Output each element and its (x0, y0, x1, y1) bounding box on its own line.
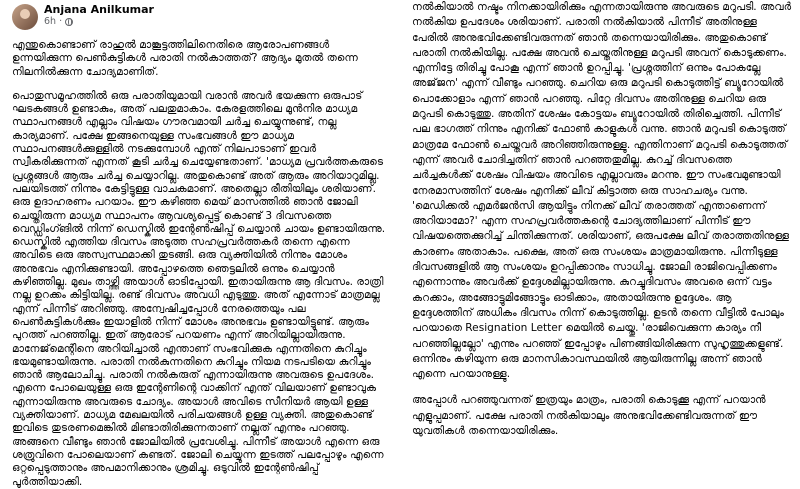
post-meta (44, 16, 154, 28)
post-time[interactable]: 6h (44, 16, 57, 27)
post-paragraph: അപ്പോൾ പറഞ്ഞുവന്നത് ഇത്രയും മാത്രം, പരാതി കൊടുക്കൂ എന്ന് പറയാൻ എളുപ്പമാണ്. പക്ഷേ പരാതി നൽകിയാലും അനുഭവിക്കേണ്ടിവരുന്നത് ഈ യുവതികൾ തന്നെയായിരിക്കും. (412, 394, 766, 438)
globe-icon (65, 18, 73, 26)
post-right-column (404, 0, 800, 438)
post-header (12, 0, 392, 39)
author-block (44, 3, 154, 28)
post-paragraph: പൊതുസമൂഹത്തിൽ ഒരു പരാതിയുമായി വരാൻ അവർ ഭയക്കുന്ന ഒരുപാട് ഘടകങ്ങൾ ഉണ്ടാകും, അത് പലതുമാകാം. കേരളത്തിലെ മുൻനിര മാധ്യമ സ്ഥാപനങ്ങൾ എല്ലാം വിഷയം ഗൗരവമായി ചർച്ച ചെയ്യുന്നുണ്ട്, നല്ല കാര്യമാണ്. പക്ഷേ ഇങ്ങനെയുള്ള സംഭവങ്ങൾ ഈ മാധ്യമ സ്ഥാപനങ്ങൾക്കുള്ളിൽ നടക്കുമ്പോൾ എന്ത് നിലപാടാണ് ഇവർ സ്വീകരിക്കുന്നത് എന്നത് കൂടി ചർച്ച ചെയ്യേണ്ടതാണ്. 'മാധ്യമ പ്രവർത്തകരുടെ പ്രശ്നങ്ങൾ ആരും ചർച്ച ചെയ്യാറില്ല. അതുകൊണ്ട് അത് ആരും അറിയാറുമില്ല. പലയിടത്ത് നിന്നും കേട്ടിട്ടുള്ള വാചകമാണ്. അതെല്ലാ രീതിയിലും ശരിയാണ്. ഒരു ഉദാഹരണം പറയാം. ഈ കഴിഞ്ഞ മെയ് മാസത്തിൽ ഞാൻ ജോലി ചെയ്തിരുന്ന മാധ്യമ സ്ഥാപനം ആവശ്യപ്പെട്ട് കൊണ്ട് 3 ദിവസത്തെ വെഡ്ഡിംഗ്ങിൽ നിന്ന് ഡെസ്കിൽ ഇന്റേൺഷിപ്പ് ചെയ്യാൻ ചായം ഉണ്ടായിരുന്നു. ഡെസ്കിൽ എത്തിയ ദിവസം അടുത്ത സഹപ്രവർത്തകർ തന്നെ എന്നെ അവിടെ ഒരു അസ്വസ്ഥമാക്കി തുടങ്ങി. ഒരു വ്യക്തിയിൽ നിന്നും മോശം അനുഭവം എനിക്കുണ്ടായി. അപ്പോഴത്തെ ഞെട്ടലിൽ ഒന്നും ചെയ്യാൻ കഴിഞ്ഞില്ല. മുഖം താഴ്ത്തി അയാൾ ഓടിപ്പോയി. ഇതായിരുന്നു ആ ദിവസം. രാത്രി നല്ല ഉറക്കം കിട്ടിയില്ല. രണ്ട് ദിവസം അവധി എടുത്തു. അത് എന്നോട് മാത്രമല്ല എന്ന് പിന്നീട് അറിഞ്ഞു. അന്വേഷിച്ചപ്പോൾ നേരത്തെയും പല പെൺകുട്ടികൾക്കും ഇയാളിൽ നിന്ന് മോശം അനുഭവം ഉണ്ടായിട്ടുണ്ട്. ആരും പുറത്ത് പറഞ്ഞില്ല. ഇത് ആരോട് പറയണം എന്ന് അറിയില്ലായിരുന്നു. മാനേജ്‌മെന്റിനെ അറിയിച്ചാൽ എന്താണ് സംഭവിക്കുക എന്നതിനെ കുറിച്ചും ഭയമുണ്ടായിരുന്നു. പരാതി നൽകുന്നതിനെ കുറിച്ചും നിയമ നടപടിയെ കുറിച്ചും ഞാൻ ആലോചിച്ചു. പരാതി നൽകരുത് എന്നായിരുന്നു അവരുടെ ഉപദേശം. എന്നെ പോലെയുള്ള ഒരു ഇന്റേണിന്റെ വാക്കിന് എന്ത് വിലയാണ് ഉണ്ടാവുക എന്നായിരുന്നു അവരുടെ ചോദ്യം. അയാൾ അവിടെ സീനിയർ ആയി ഉള്ള വ്യക്തിയാണ്. മാധ്യമ മേഖലയിൽ പരിചയങ്ങൾ ഉള്ള വ്യക്തി. അതുകൊണ്ട് ഇവിടെ തുടരണമെങ്കിൽ മിണ്ടാതിരിക്കുന്നതാണ് നല്ലത് എന്നും പറഞ്ഞു. അങ്ങനെ വീണ്ടും ഞാൻ ജോലിയിൽ പ്രവേശിച്ചു. പിന്നീട് അയാൾ എന്നെ ഒരു ശത്രുവിനെ പോലെയാണ് കണ്ടത്. ജോലി ചെയ്യുന്ന ഇടത്ത് പലപ്പോഴും എന്നെ ഒറ്റപ്പെടുത്താനും അപമാനിക്കാനും ശ്രമിച്ചു. ഒടുവിൽ ഇന്റേൺഷിപ്പ് പൂർത്തിയാക്കി. (12, 89, 386, 488)
avatar[interactable] (12, 4, 38, 30)
post-left-column (0, 0, 400, 488)
post-paragraph: നൽകിയാൽ നഷ്ടം നിനക്കായിരിക്കും എന്നതായിരുന്നു അവരുടെ മറുപടി. അവർ നൽകിയ ഉപദേശം ശരിയാണ്. പരാതി നൽകിയാൽ പിന്നീട് അതിനുള്ള പേരിൽ അനുഭവിക്കേണ്ടിവരുന്നത് ഞാൻ തന്നെയായിരിക്കും. അതുകൊണ്ട് പരാതി നൽകിയില്ല. പക്ഷേ അവൻ ചെയ്തതിനുള്ള മറുപടി അവന് കൊടുക്കണം. എന്നിട്ടേ തിരിച്ചു പോകൂ എന്ന് ഞാൻ ഉറപ്പിച്ചു. 'പ്രശ്നത്തിന് ഒന്നും പോകല്ലേ അജ്‌ജന' എന്ന് വീണ്ടും പറഞ്ഞു. ചെറിയ ഒരു മറുപടി കൊടുത്തിട്ട് ബ്യൂറോയിൽ പൊക്കോളാം എന്ന് ഞാൻ പറഞ്ഞു. പിറ്റേ ദിവസം അതിനുള്ള ചെറിയ ഒരു മറുപടി കൊടുത്തു. അതിന് ശേഷം കോട്ടയം ബ്യൂറോയിൽ തിരിച്ചെത്തി. പിന്നീട് പല ഭാഗത്ത് നിന്നും എനിക്ക് ഫോൺ കാളുകൾ വന്നു. ഞാൻ മറുപടി കൊടുത്ത് മാത്രമേ ഫോൺ ചെയ്തവർ അറിഞ്ഞിരുന്നുള്ളു. എന്തിനാണ് മറുപടി കൊടുത്തത് എന്ന് അവർ ചോദിച്ചതിന് ഞാൻ പറഞ്ഞതുമില്ല. കുറച്ച് ദിവസത്തെ ചർച്ചകൾക്ക് ശേഷം വിഷയം അവിടെ എല്ലാവരും മറന്നു. ഈ സംഭവമുണ്ടായി നേരമാസത്തിന് ശേഷം എനിക്ക് ലീവ് കിട്ടാത്ത ഒരു സാഹചര്യം വന്നു. 'മെഡിക്കൽ എമർജൻസി ആയിട്ടും നിനക്ക് ലീവ് തരാത്തത് എന്താണെന്ന് അറിയാമോ?' എന്ന സഹപ്രവർത്തകന്റെ ചോദ്യത്തിലാണ് പിന്നീട് ഈ വിഷയത്തെക്കുറിച്ച് ചിന്തിക്കുന്നത്. ശരിയാണ്, ഒരുപക്ഷേ ലീവ് തരാത്തതിനുള്ള കാരണം അതാകാം. പക്ഷെ, അത് ഒരു സംശയം മാത്രമായിരുന്നു. പിന്നീടുള്ള ദിവസങ്ങളിൽ ആ സംശയം ഉറപ്പിക്കാനും സാധിച്ചു. ജോലി രാജിവെപ്പിക്കണം എന്നൊന്നും അവർക്ക് ഉദ്ദേശമില്ലായിരുന്നു. കുറച്ചുദിവസം അവരെ ഒന്ന് വട്ടം കറക്കാം, അങ്ങോട്ടുമിങ്ങോട്ടും ഓടിക്കാം, അതായിരുന്നു ഉദ്ദേശം. ആ ഉദ്ദേശത്തിന് അധികം ദിവസം നിന്ന് കൊടുത്തില്ല. ഉടൻ തന്നെ വീട്ടിൽ പോലും പറയാതെ Resignation Letter മെയിൽ ചെയ്തു. 'രാജിവെക്കുന്ന കാര്യം നീ പറഞ്ഞില്ലല്ലോ' എന്നും പറഞ്ഞ് ഇപ്പോഴും പിണങ്ങിയിരിക്കുന്ന സുഹൃത്തുക്കളുണ്ട്. ഒന്നിനും കഴിയുന്ന ഒരു മാനസികാവസ്ഥയിൽ ആയിരുന്നില്ല അന്ന് ഞാൻ എന്നെ പറയാനുള്ളു. (412, 1, 792, 381)
meta-separator: · (59, 16, 63, 27)
author-name[interactable]: Anjana Anilkumar (44, 3, 154, 16)
post-paragraph: എന്തുകൊണ്ടാണ് രാഹുൽ മാങ്കൂട്ടത്തിലിനെതിരെ ആരോപണങ്ങൾ ഉന്നയിക്കുന്ന പെൺകുട്ടികൾ പരാതി നൽകാത്തത്? ആദ്യം മുതൽ തന്നെ നിലനിൽക്കുന്ന ചോദ്യമാണിത്. (12, 39, 358, 78)
